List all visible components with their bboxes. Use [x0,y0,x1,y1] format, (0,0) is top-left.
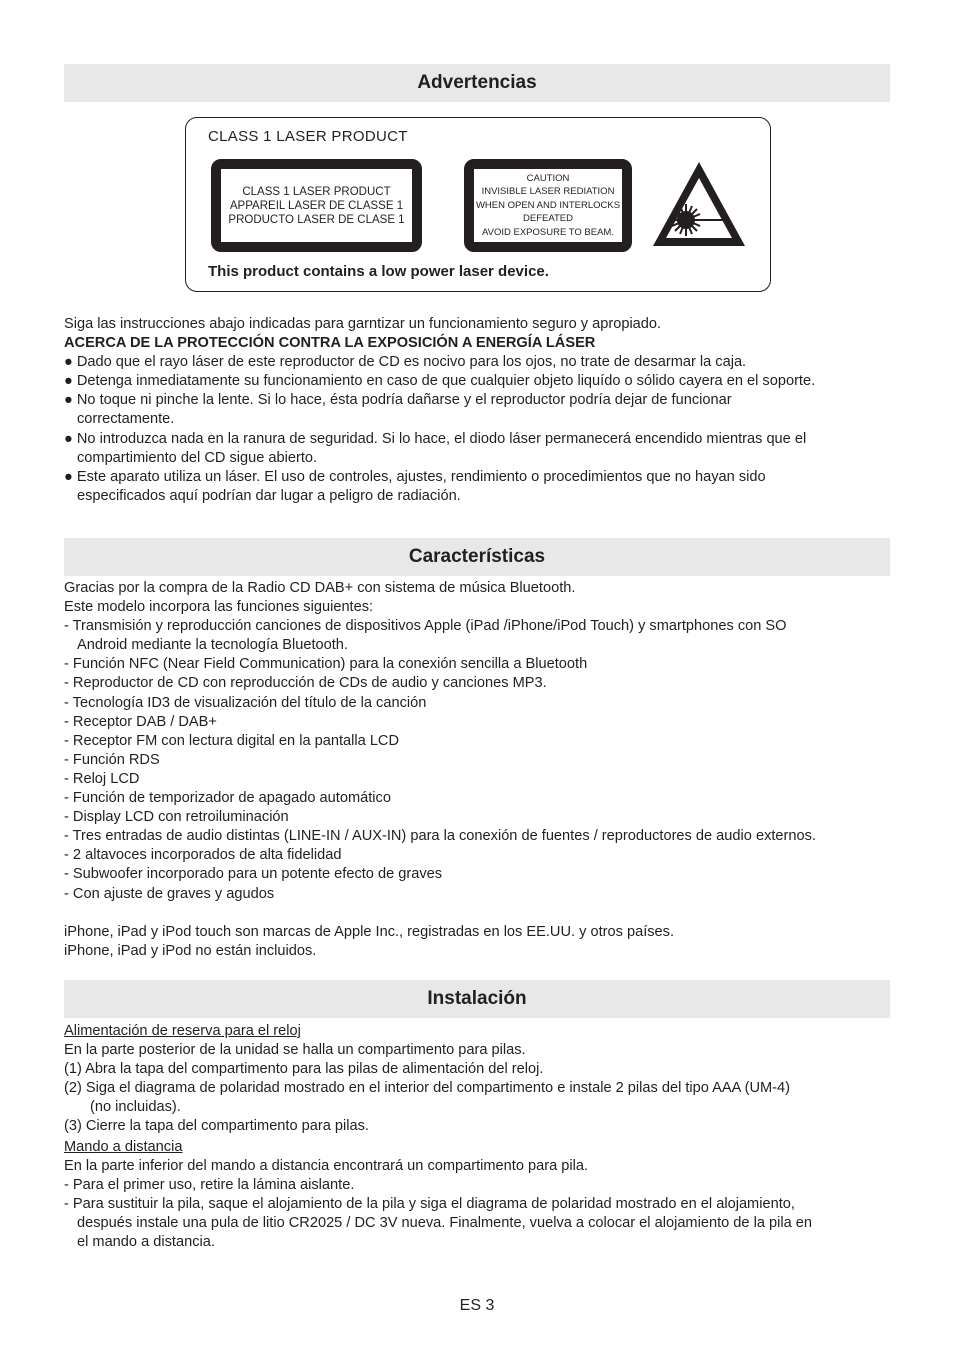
warning-bullet: ● Detenga inmediatamente su funcionamiento en caso de que cualquier objeto liquído o sólido cayera en el soporte. [64,373,816,390]
remote-item: - Para el primer uso, retire la lámina aislante. [64,1177,355,1193]
laser-class-line: CLASS 1 LASER PRODUCT [242,185,391,198]
feature-item: - Subwoofer incorporado para un potente efecto de graves [64,866,443,883]
laser-subheading: ACERCA DE LA PROTECCIÓN CONTRA LA EXPOSICIÓN A ENERGÍA LÁSER [64,335,596,352]
remote-intro: En la parte inferior del mando a distancia encontrará un compartimento para pila. [64,1158,589,1174]
feature-item: - Receptor DAB / DAB+ [64,713,217,730]
feature-item: - Tres entradas de audio distintas (LINE-IN / AUX-IN) para la conexión de fuentes / reproductores de audio externos. [64,828,816,845]
section-header-advertencias [64,64,890,102]
feature-item: - 2 altavoces incorporados de alta fidelidad [64,847,342,864]
page-number: ES 3 [459,1297,495,1314]
remote-item-cont: después instale una pula de litio CR2025 / DC 3V nueva. Finalmente, vuelva a colocar el alojamiento de la pila en [77,1215,812,1231]
caution-line: DEFEATED [523,213,573,225]
remote-subheading: Mando a distancia [64,1139,183,1155]
caracteristicas-body [64,579,894,961]
section-title: Advertencias [417,72,537,93]
clock-backup-intro: En la parte posterior de la unidad se halla un compartimento para pilas. [64,1042,526,1058]
feature-item: - Tecnología ID3 de visualización del título de la canción [64,694,427,711]
trademark-note: iPhone, iPad y iPod touch son marcas de Apple Inc., registradas en los EE.UU. y otros países. [64,923,675,940]
intro-text: Siga las instrucciones abajo indicadas para garntizar un funcionamiento seguro y apropiado. [64,316,662,332]
caution-line: INVISIBLE LASER REDIATION [481,186,615,198]
not-included-note: iPhone, iPad y iPod no están incluidos. [64,942,317,959]
feature-item: - Función RDS [64,751,160,768]
intro-text: Gracias por la compra de la Radio CD DAB+ con sistema de música Bluetooth. [64,580,576,596]
feature-item: - Receptor FM con lectura digital en la pantalla LCD [64,732,400,749]
warning-bullet-cont: correctamente. [77,411,175,428]
caution-line: WHEN OPEN AND INTERLOCKS [475,199,621,211]
remote-item-cont: el mando a distancia. [77,1234,215,1250]
laser-label-title: CLASS 1 LASER PRODUCT [208,128,408,145]
section-title: Características [408,546,546,567]
laser-caution-box [464,159,632,252]
install-step: (3) Cierre la tapa del compartimento para pilas. [64,1118,369,1134]
remote-item: - Para sustituir la pila, saque el alojamiento de la pila y siga el diagrama de polaridad mostrado en el alojamiento, [64,1196,795,1212]
feature-item: - Función NFC (Near Field Communication) para la conexión sencilla a Bluetooth [64,656,588,673]
feature-item-cont: Android mediante la tecnología Bluetooth. [77,637,348,654]
section-header-caracteristicas [64,538,890,576]
warning-bullet-cont: compartimiento del CD sigue abierto. [77,449,318,466]
warning-bullet: ● Este aparato utiliza un láser. El uso de controles, ajustes, rendimiento o procedimientos que no hayan sido [64,468,766,485]
clock-backup-subheading: Alimentación de reserva para el reloj [64,1023,301,1039]
feature-item: - Transmisión y reproducción canciones de dispositivos Apple (iPad /iPhone/iPod Touch) y smartphones con SO [64,618,787,635]
laser-class-box [211,159,422,252]
advertencias-body [64,315,894,506]
feature-item: - Reloj LCD [64,770,140,787]
caution-line: AVOID EXPOSURE TO BEAM. [482,226,614,238]
install-step-cont: (no incluidas). [90,1099,181,1115]
feature-item: - Display LCD con retroiluminación [64,809,289,826]
feature-item: - Con ajuste de graves y agudos [64,885,275,902]
warning-bullet-cont: especificados aquí podrían dar lugar a peligro de radiación. [77,487,461,504]
laser-warning-icon [650,158,748,250]
instalacion-body [64,1022,894,1252]
intro-text: Este modelo incorpora las funciones siguientes: [64,599,374,616]
laser-class-line: APPAREIL LASER DE CLASSE 1 [229,199,404,212]
install-step: (1) Abra la tapa del compartimento para las pilas de alimentación del reloj. [64,1061,544,1077]
caution-line: CAUTION [526,172,570,184]
warning-bullet: ● No toque ni pinche la lente. Si lo hace, ésta podría dañarse y el reproductor podría dejar de funcionar [64,392,732,409]
warning-bullet: ● Dado que el rayo láser de este reproductor de CD es nocivo para los ojos, no trate de desarmar la caja. [64,354,747,371]
laser-label [185,117,771,292]
install-step: (2) Siga el diagrama de polaridad mostrado en el interior del compartimento e instale 2 pilas del tipo AAA (UM-4) [64,1080,791,1096]
section-title: Instalación [427,988,527,1009]
warning-bullet: ● No introduzca nada en la ranura de seguridad. Si lo hace, el diodo láser permanecerá encendido mientras que el [64,430,807,447]
section-header-instalacion [64,980,890,1018]
laser-class-line: PRODUCTO LASER DE CLASE 1 [228,213,405,226]
feature-item: - Reproductor de CD con reproducción de CDs de audio y canciones MP3. [64,675,547,692]
laser-label-footer: This product contains a low power laser device. [208,263,549,280]
feature-item: - Función de temporizador de apagado automático [64,790,391,807]
